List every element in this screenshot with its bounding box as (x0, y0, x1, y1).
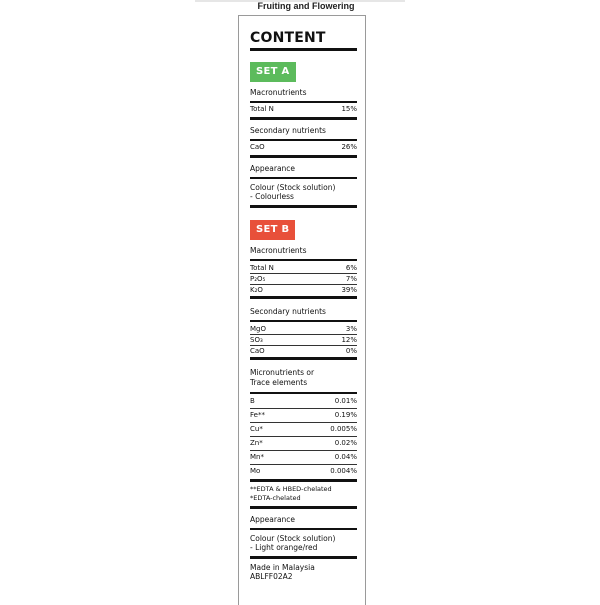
nutrient-value: 0% (345, 347, 357, 355)
set-b-secondary-heading: Secondary nutrients (250, 307, 326, 316)
table-row (250, 324, 357, 335)
divider (250, 479, 357, 482)
table-row (250, 346, 357, 356)
nutrient-name: Mo (250, 467, 261, 475)
label-content (250, 29, 357, 585)
set-b-micro-heading (250, 368, 357, 388)
nutrient-value: 6% (345, 264, 357, 272)
nutrient-name: Mn* (250, 453, 264, 461)
table-row (250, 423, 357, 437)
nutrient-value: 0.19% (334, 411, 357, 419)
nutrient-value: 39% (341, 286, 357, 294)
nutrient-name: K₂O (250, 286, 263, 294)
nutrient-value: 0.005% (330, 425, 357, 433)
origin-block (250, 563, 357, 581)
nutrient-value: 26% (341, 143, 357, 151)
set-b-badge: SET B (250, 220, 295, 240)
set-a-secondary-heading: Secondary nutrients (250, 126, 326, 135)
appearance-line: Colour (Stock solution) (250, 183, 336, 192)
nutrient-value: 7% (345, 275, 357, 283)
set-a-badge: SET A (250, 62, 296, 82)
appearance-line: - Colourless (250, 192, 294, 201)
nutrient-name: Total N (250, 264, 274, 272)
divider (250, 177, 357, 179)
nutrient-value: 3% (345, 325, 357, 333)
nutrient-name: Zn* (250, 439, 263, 447)
nutrient-name: B (250, 397, 255, 405)
nutrient-value: 0.02% (334, 439, 357, 447)
table-row (250, 335, 357, 346)
table-row (250, 263, 357, 274)
divider (250, 155, 357, 158)
table-row (250, 274, 357, 285)
table-row (250, 285, 357, 295)
nutrient-name: SO₃ (250, 336, 263, 344)
divider (250, 357, 357, 360)
nutrient-value: 0.01% (334, 397, 357, 405)
nutrient-value: 0.004% (330, 467, 357, 475)
nutrient-name: Fe** (250, 411, 265, 419)
divider (250, 259, 357, 261)
table-row (250, 103, 357, 116)
product-code: ABLFF02A2 (250, 572, 293, 581)
set-b-appearance-text (250, 534, 357, 552)
nutrient-name: Total N (250, 105, 274, 113)
content-title: CONTENT (250, 30, 326, 46)
divider (250, 392, 357, 394)
nutrient-value: 0.04% (334, 453, 357, 461)
table-row (250, 437, 357, 451)
nutrient-label-panel (238, 15, 366, 605)
divider (250, 48, 357, 51)
divider (250, 506, 357, 509)
set-b-macro-heading: Macronutrients (250, 246, 307, 255)
chelation-note (250, 485, 357, 503)
divider (250, 556, 357, 559)
divider (250, 296, 357, 299)
set-b-appearance-heading: Appearance (250, 515, 296, 524)
nutrient-name: P₂O₅ (250, 275, 266, 283)
table-row (250, 395, 357, 409)
set-a-appearance-text (250, 183, 357, 201)
table-row (250, 465, 357, 478)
set-a-macro-heading: Macronutrients (250, 88, 307, 97)
micro-heading-line: Micronutrients or (250, 368, 315, 377)
nutrient-value: 12% (341, 336, 357, 344)
micro-heading-line: Trace elements (250, 378, 308, 387)
divider (250, 320, 357, 322)
note-line: *EDTA-chelated (250, 494, 301, 502)
divider (250, 117, 357, 120)
nutrient-name: Cu* (250, 425, 263, 433)
set-a-appearance-heading: Appearance (250, 164, 296, 173)
made-in-text: Made in Malaysia (250, 563, 315, 572)
nutrient-name: CaO (250, 143, 265, 151)
divider (250, 528, 357, 530)
divider (250, 205, 357, 208)
nutrient-name: MgO (250, 325, 266, 333)
nutrient-value: 15% (341, 105, 357, 113)
table-row (250, 451, 357, 465)
note-line: **EDTA & HBED-chelated (250, 485, 332, 493)
appearance-line: Colour (Stock solution) (250, 534, 336, 543)
page-title: Fruiting and Flowering (257, 1, 355, 11)
nutrient-name: CaO (250, 347, 265, 355)
table-row (250, 141, 357, 154)
table-row (250, 409, 357, 423)
appearance-line: - Light orange/red (250, 543, 318, 552)
